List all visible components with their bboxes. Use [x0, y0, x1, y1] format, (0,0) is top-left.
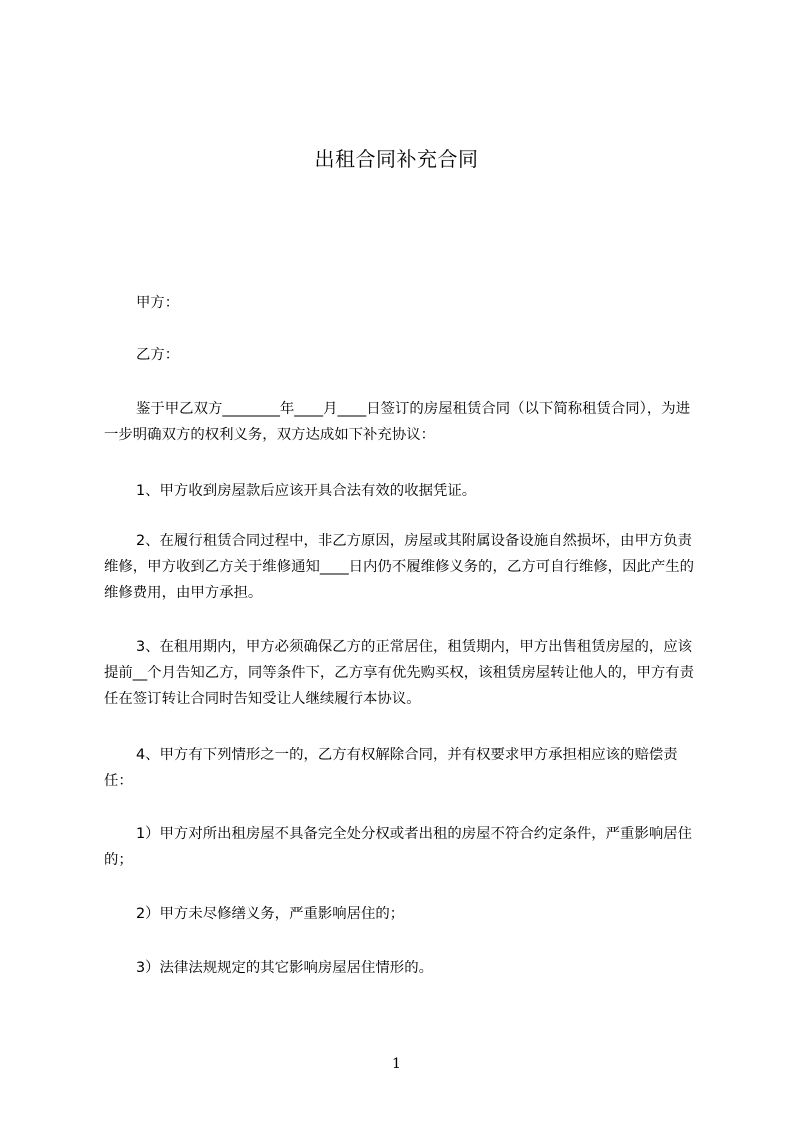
page-number: 1 [392, 1056, 401, 1072]
clause-4: 4、甲方有下列情形之一的，乙方有权解除合同，并有权要求甲方承担相应该的赔偿责任： [104, 747, 678, 789]
party-b-line: 乙方： [136, 347, 180, 363]
document-title: 出租合同补充合同 [314, 147, 479, 171]
clause-4-item-3: 3）法律法规规定的其它影响房屋居住情形的。 [136, 960, 433, 976]
clause-4-item-2: 2）甲方未尽修缮义务，严重影响居住的； [136, 906, 405, 922]
clause-1: 1、甲方收到房屋款后应该开具合法有效的收据凭证。 [136, 483, 477, 499]
preamble-paragraph: 鉴于甲乙双方________年____月____日签订的房屋租赁合同（以下简称租赁合同），为进一步明确双方的权利义务，双方达成如下补充协议： [104, 401, 691, 443]
party-a-line: 甲方： [136, 295, 180, 311]
clause-4-item-1: 1）甲方对所出租房屋不具备完全处分权或者出租的房屋不符合约定条件，严重影响居住的； [104, 826, 693, 868]
clause-2: 2、在履行租赁合同过程中，非乙方原因，房屋或其附属设备设施自然损坏，由甲方负责维修，甲方收到乙方关于维修通知____日内仍不履维修义务的，乙方可自行维修，因此产生的维修费用，由甲方承担。 [104, 533, 695, 601]
clause-3: 3、在租用期内，甲方必须确保乙方的正常居住，租赁期内，甲方出售租赁房屋的，应该提前__个月告知乙方，同等条件下，乙方享有优先购买权，该租赁房屋转让他人的，甲方有责任在签订转让合同时告知受让人继续履行本协议。 [104, 639, 695, 707]
